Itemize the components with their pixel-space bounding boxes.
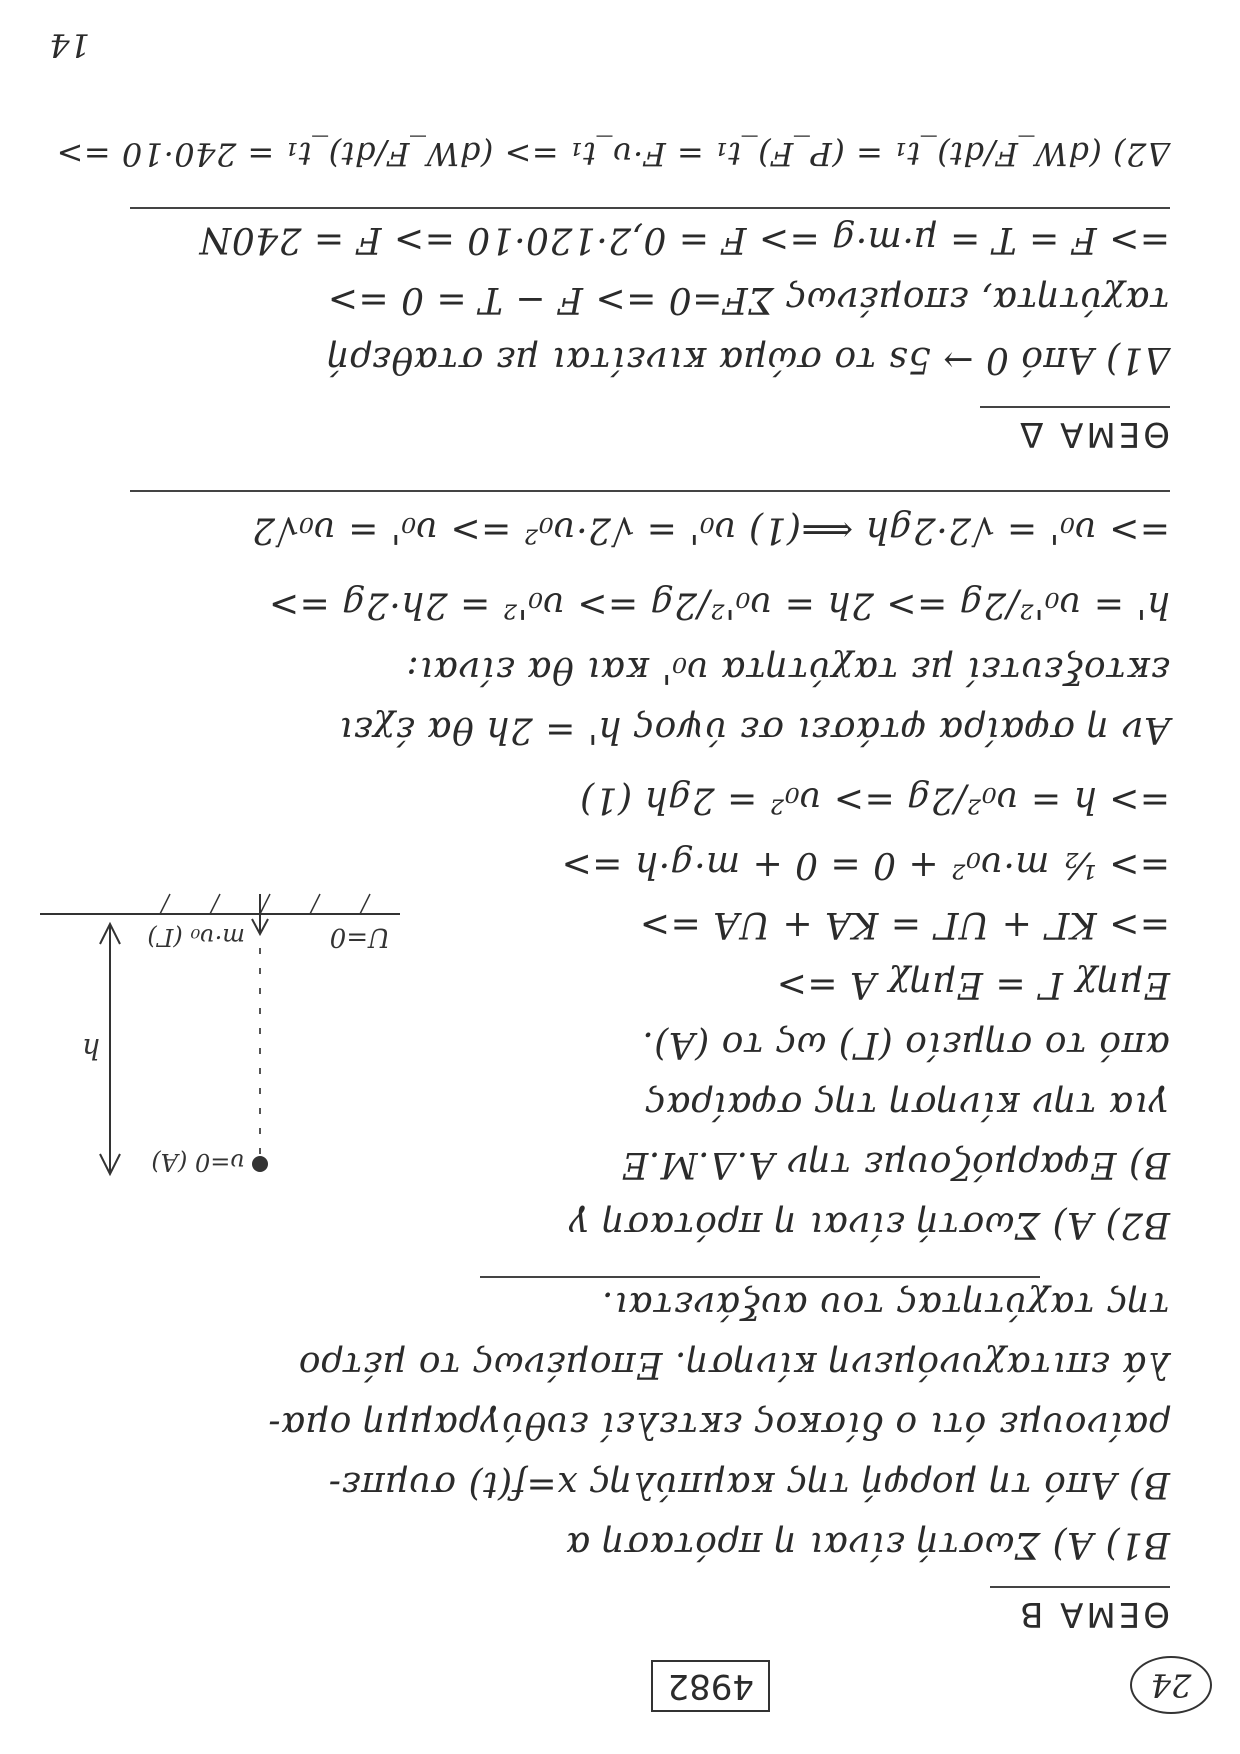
- theme-b-line: h' = υ₀'²/2g => 2h = υ₀'²/2g => υ₀'² = 2h·2g =>: [268, 584, 1170, 625]
- ground-hatch: [210, 894, 220, 914]
- ground-hatch: [160, 894, 170, 914]
- theme-d-heading: ΘΕΜΑ Δ: [1017, 414, 1170, 454]
- theme-b-line: Β2) Α) Σωστή είναι η πρόταση γ: [568, 1204, 1170, 1245]
- theme-b-line: από το σημείο (Γ) ως το (Α).: [641, 1024, 1170, 1065]
- height-label: h: [81, 1032, 100, 1065]
- ground-hatch: [260, 894, 270, 914]
- theme-b-line: Αν η σφαίρα φτάσει σε ύψος h' = 2h θα έχει: [338, 709, 1170, 750]
- theme-b-line: λά επιταχυνόμενη κίνηση. Επομένως το μέτρο: [298, 1344, 1170, 1385]
- theme-b-line: => ΚΓ + UΓ = ΚΑ + UΑ =>: [639, 904, 1170, 945]
- theme-b-line: => ½ m·υ₀² + 0 = 0 + m·g·h =>: [561, 844, 1170, 885]
- ground-label: U=0: [329, 922, 390, 952]
- ground-hatch: [360, 894, 370, 914]
- theme-b-line: => h = υ₀²/2g => υ₀² = 2gh (1): [579, 779, 1170, 820]
- ground-hatch: [310, 894, 320, 914]
- corner-mark: 14: [49, 26, 90, 64]
- theme-b-line: ραίνουμε ότι ο δίσκος εκτελεί ευθύγραμμη ομα-: [267, 1404, 1170, 1445]
- theme-b-line: => υ₀' = √2·2gh ⟸(1) υ₀' = √2·υ₀² => υ₀' = υ₀√2: [251, 509, 1170, 550]
- theme-b-line: Εμηχ Γ = Εμηχ Α =>: [776, 964, 1170, 1005]
- alpha-label: υ=0 (Α): [151, 1148, 245, 1176]
- theme-b-line: Β1) Α) Σωστή είναι η πρόταση α: [565, 1524, 1170, 1565]
- theme-b-line: εκτοξευτεί με ταχύτητα υ₀' και θα είναι:: [405, 649, 1170, 690]
- theme-d-line: ταχύτητα, επομένως ΣF=0 => F − T = 0 =>: [327, 279, 1170, 320]
- theme-b-line: Β) Εφαρμόζουμε την Α.Δ.Μ.Ε: [621, 1144, 1170, 1185]
- page-number: 24: [1130, 1656, 1212, 1714]
- theme-b-line: για την κίνηση της σφαίρας: [645, 1084, 1170, 1125]
- theme-b-line: της ταχύτητας του αυξάνεται.: [601, 1284, 1170, 1325]
- ball-top: [252, 1156, 268, 1172]
- theme-b-heading: ΘΕΜΑ Β: [1017, 1594, 1170, 1634]
- exam-code-box: 4982: [651, 1660, 770, 1712]
- theme-b-line: Β) Από τη μορφή της καμπύλης x=f(t) συμπε-: [328, 1464, 1170, 1505]
- theme-d-line: Δ1) Από 0 → 5s το σώμα κινείται με σταθερή: [327, 339, 1170, 380]
- gamma-label: m·υ₀ (Γ): [147, 923, 245, 951]
- theme-d-line: Δ2) (dW_F/dt)_t₁ = (P_F)_t₁ = F·υ_t₁ => (dW_F/dt)_t₁ = 240·10 =>: [56, 135, 1170, 173]
- theme-d-line: => F = T = μ·m·g => F = 0,2·120·10 => F = 240N: [199, 219, 1170, 260]
